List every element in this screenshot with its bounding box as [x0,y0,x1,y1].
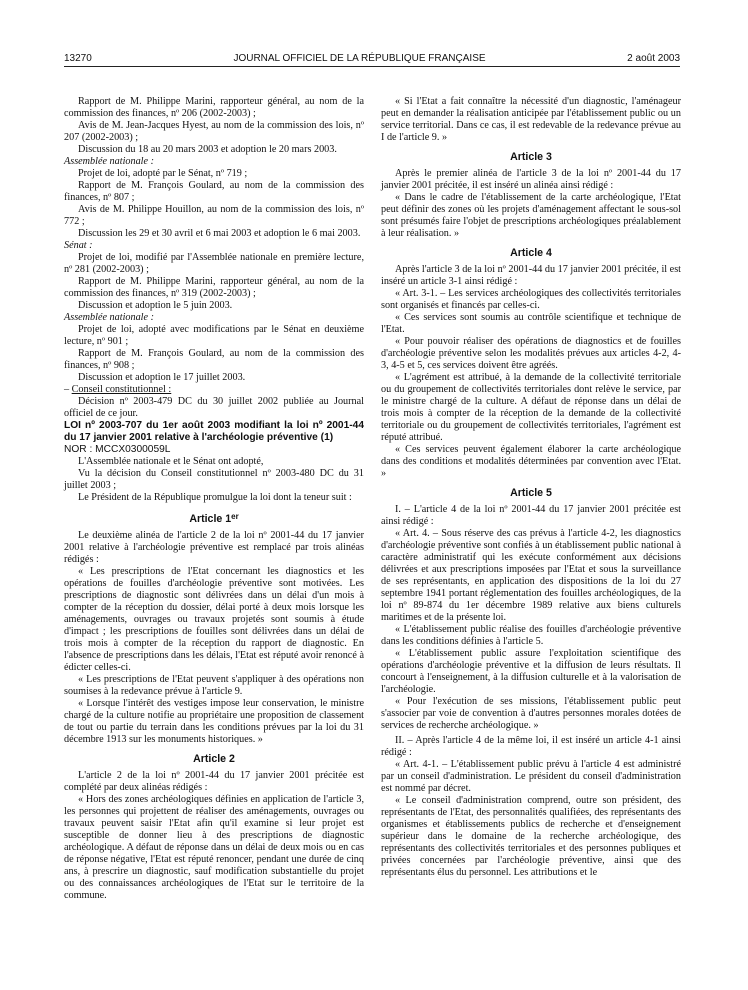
paragraph: Discussion et adoption le 5 juin 2003. [78,300,233,311]
paragraph: « Hors des zones archéologiques définies en application de l'article 3, les personnes qui projettent de réaliser des aménagements, ouvrages ou travaux peuvent saisir l'Etat afin qu'il examine si leur projet est susceptible de donner lieu à des prescriptions de diagnostic archéologique. A défaut de réponse dans un délai de deux mois ou en cas de réponse négative, l'Etat est réputé renoncer, pendant une durée de cinq ans, à prescrire un diagnostic, sauf modification substantielle du projet ou des connaissances archéologiques de l'Etat sur le territoire de la commune. [64,794,364,901]
paragraph: Rapport de M. Philippe Marini, rapporteur général, au nom de la commission des finances, nº 319 (2002-2003) ; [64,276,364,299]
publication-date: 2 août 2003 [627,52,680,64]
paragraph: « Art. 4. – Sous réserve des cas prévus à l'article 4-2, les diagnostics d'archéologie préventive sont confiés à un établissement public national à caractère administratif qui les exécute conformément aux décisions délivrées et aux prescriptions imposées par l'Etat et sous la surveillance de ses représentants, en application des dispositions de la loi du 27 septembre 1941 portant réglementation des fouilles archéologiques, de la loi nº 89-874 du 1er décembre 1989 relative aux biens culturels maritimes et de la présente loi. [381,528,681,623]
paragraph: Avis de M. Philippe Houillon, au nom de la commission des lois, nº 772 ; [64,204,364,227]
paragraph: Rapport de M. François Goulard, au nom de la commission des finances, nº 807 ; [64,180,364,203]
paragraph: « Dans le cadre de l'établissement de la carte archéologique, l'Etat peut définir des zones où les projets d'aménagement affectant le sous-sol sont présumés faire l'objet de prescriptions archéologiques préalablement à leur réalisation. » [381,192,681,239]
paragraph: « Ces services peuvent également élaborer la carte archéologique dans des conditions et modalités déterminées par convention avec l'Etat. » [381,444,681,479]
paragraph: Rapport de M. François Goulard, au nom de la commission des finances, nº 908 ; [64,348,364,371]
paragraph: Après le premier alinéa de l'article 3 de la loi nº 2001-44 du 17 janvier 2001 précitée, il est inséré un alinéa ainsi rédigé : [381,168,681,191]
page-number: 13270 [64,52,92,64]
conseil-line [64,384,364,396]
section-label: Sénat : [64,240,93,251]
paragraph: Le Président de la République promulgue la loi dont la teneur suit : [78,492,352,503]
paragraph: II. – Après l'article 4 de la même loi, il est inséré un article 4-1 ainsi rédigé : [381,735,681,758]
right-column [381,96,681,879]
paragraph: Avis de M. Jean-Jacques Hyest, au nom de la commission des lois, nº 207 (2002-2003) ; [64,120,364,143]
paragraph: « Les prescriptions de l'Etat peuvent s'appliquer à des opérations non soumises à la redevance prévue à l'article 9. [64,674,364,697]
header-rule [64,66,680,67]
paragraph: « Les prescriptions de l'Etat concernant les diagnostics et les opérations de fouilles d'archéologie préventive sont motivées. Les prescriptions de diagnostic sont délivrées dans un délai d'un mois à compter de la réception du dossier, délai porté à deux mois lorsque les aménagements, ouvrages ou travaux projetés sont soumis à étude d'impact ; les prescriptions de fouilles sont délivrées dans un délai de trois mois à compter de la réception du rapport de diagnostic. En l'absence de prescriptions dans les délais, l'Etat est réputé avoir renoncé à édicter celles-ci. [64,566,364,673]
nor-reference: NOR : MCCX0300059L [64,444,171,455]
section-label: Assemblée nationale : [64,156,154,167]
article-heading: Article 3 [510,151,552,163]
paragraph: L'article 2 de la loi nº 2001-44 du 17 janvier 2001 précitée est complété par deux alinéas rédigés : [64,770,364,793]
paragraph: « Pour pouvoir réaliser des opérations de diagnostics et de fouilles d'archéologie préventive selon les modalités prévues aux articles 4-2, 4-3, 4-5 et 5, ces services doivent être agréés. [381,336,681,371]
paragraph: Discussion du 18 au 20 mars 2003 et adoption le 20 mars 2003. [78,144,337,155]
paragraph: Discussion les 29 et 30 avril et 6 mai 2003 et adoption le 6 mai 2003. [78,228,361,239]
law-title: LOI nº 2003-707 du 1er août 2003 modifiant la loi nº 2001-44 du 17 janvier 2001 relative à l'archéologie préventive (1) [64,420,364,443]
page-header [64,50,680,66]
section-label: Assemblée nationale : [64,312,154,323]
paragraph: « Pour l'exécution de ses missions, l'établissement public peut s'associer par voie de convention à d'autres personnes morales dotées de services de recherche archéologique. » [381,696,681,731]
article-heading: Article 5 [510,487,552,499]
article-heading [64,511,364,525]
paragraph: Projet de loi, modifié par l'Assemblée nationale en première lecture, nº 281 (2002-2003) ; [64,252,364,275]
paragraph: Discussion et adoption le 17 juillet 2003. [78,372,246,383]
paragraph: « Art. 3-1. – Les services archéologiques des collectivités territoriales sont organisés et financés par celles-ci. [381,288,681,311]
paragraph: L'Assemblée nationale et le Sénat ont adopté, [78,456,264,467]
article-heading: Article 2 [193,753,235,765]
article-heading-sup: er [231,512,239,521]
left-column [64,96,364,902]
article-heading: Article 4 [510,247,552,259]
paragraph: Projet de loi, adopté par le Sénat, nº 719 ; [78,168,248,179]
paragraph: Projet de loi, adopté avec modifications par le Sénat en deuxième lecture, nº 901 ; [64,324,364,347]
paragraph: « Art. 4-1. – L'établissement public prévu à l'article 4 est administré par un conseil d'administration. Le président du conseil d'administration est nommé par décret. [381,759,681,794]
paragraph: Après l'article 3 de la loi nº 2001-44 du 17 janvier 2001 précitée, il est inséré un article 3-1 ainsi rédigé : [381,264,681,287]
paragraph: « L'agrément est attribué, à la demande de la collectivité territoriale ou du groupement de collectivités territoriales dont relève le service, par le ministre chargé de la culture. A défaut de réponse dans un délai de trois mois à compter de la réception de la demande de la collectivité territoriale ou du groupement de collectivités territoriales, l'agrément est réputé attribué. [381,372,681,443]
paragraph: « Ces services sont soumis au contrôle scientifique et technique de l'Etat. [381,312,681,335]
paragraph: « Si l'Etat a fait connaître la nécessité d'un diagnostic, l'aménageur peut en demander la réalisation anticipée par l'établissement public ou un service territorial. Dans ce cas, il est redevable de la redevance prévue au I de l'article 9. » [381,96,681,143]
paragraph: « Lorsque l'intérêt des vestiges impose leur conservation, le ministre chargé de la culture notifie au propriétaire une proposition de classement de tout ou partie du terrain dans les conditions prévues par la loi du 31 décembre 1913 sur les monuments historiques. » [64,698,364,745]
paragraph: Décision nº 2003-479 DC du 30 juillet 2002 publiée au Journal officiel de ce jour. [64,396,364,419]
paragraph: Vu la décision du Conseil constitutionnel nº 2003-480 DC du 31 juillet 2003 ; [64,468,364,491]
section-label: Conseil constitutionnel : [71,384,172,395]
paragraph: « L'établissement public assure l'exploitation scientifique des opérations d'archéologie préventive et la diffusion de leurs résultats. Il concourt à l'enseignement, à la diffusion culturelle et à la valorisation de l'archéologie. [381,648,681,695]
paragraph: Rapport de M. Philippe Marini, rapporteur général, au nom de la commission des finances, nº 206 (2002-2003) ; [64,96,364,119]
conseil-prefix: – [64,384,72,395]
article-heading-label: Article 1 [189,513,232,525]
paragraph: Le deuxième alinéa de l'article 2 de la loi nº 2001-44 du 17 janvier 2001 relative à l'archéologie préventive est remplacé par trois alinéas rédigés : [64,530,364,565]
paragraph: « Le conseil d'administration comprend, outre son président, des représentants de l'Etat, des personnalités qualifiées, des représentants des organismes et établissements publics de recherche et d'enseignement supérieur dans le domaine de la recherche archéologique, des représentants des collectivités territoriales et des personnes publiques et privées concernées par l'archéologie préventive, ainsi que des représentants élus du personnel. Les attributions et le [381,795,681,878]
paragraph: I. – L'article 4 de la loi nº 2001-44 du 17 janvier 2001 précitée est ainsi rédigé : [381,504,681,527]
paragraph: « L'établissement public réalise des fouilles d'archéologie préventive dans les conditions définies à l'article 5. [381,624,681,647]
journal-title: JOURNAL OFFICIEL DE LA RÉPUBLIQUE FRANÇAISE [233,52,486,64]
